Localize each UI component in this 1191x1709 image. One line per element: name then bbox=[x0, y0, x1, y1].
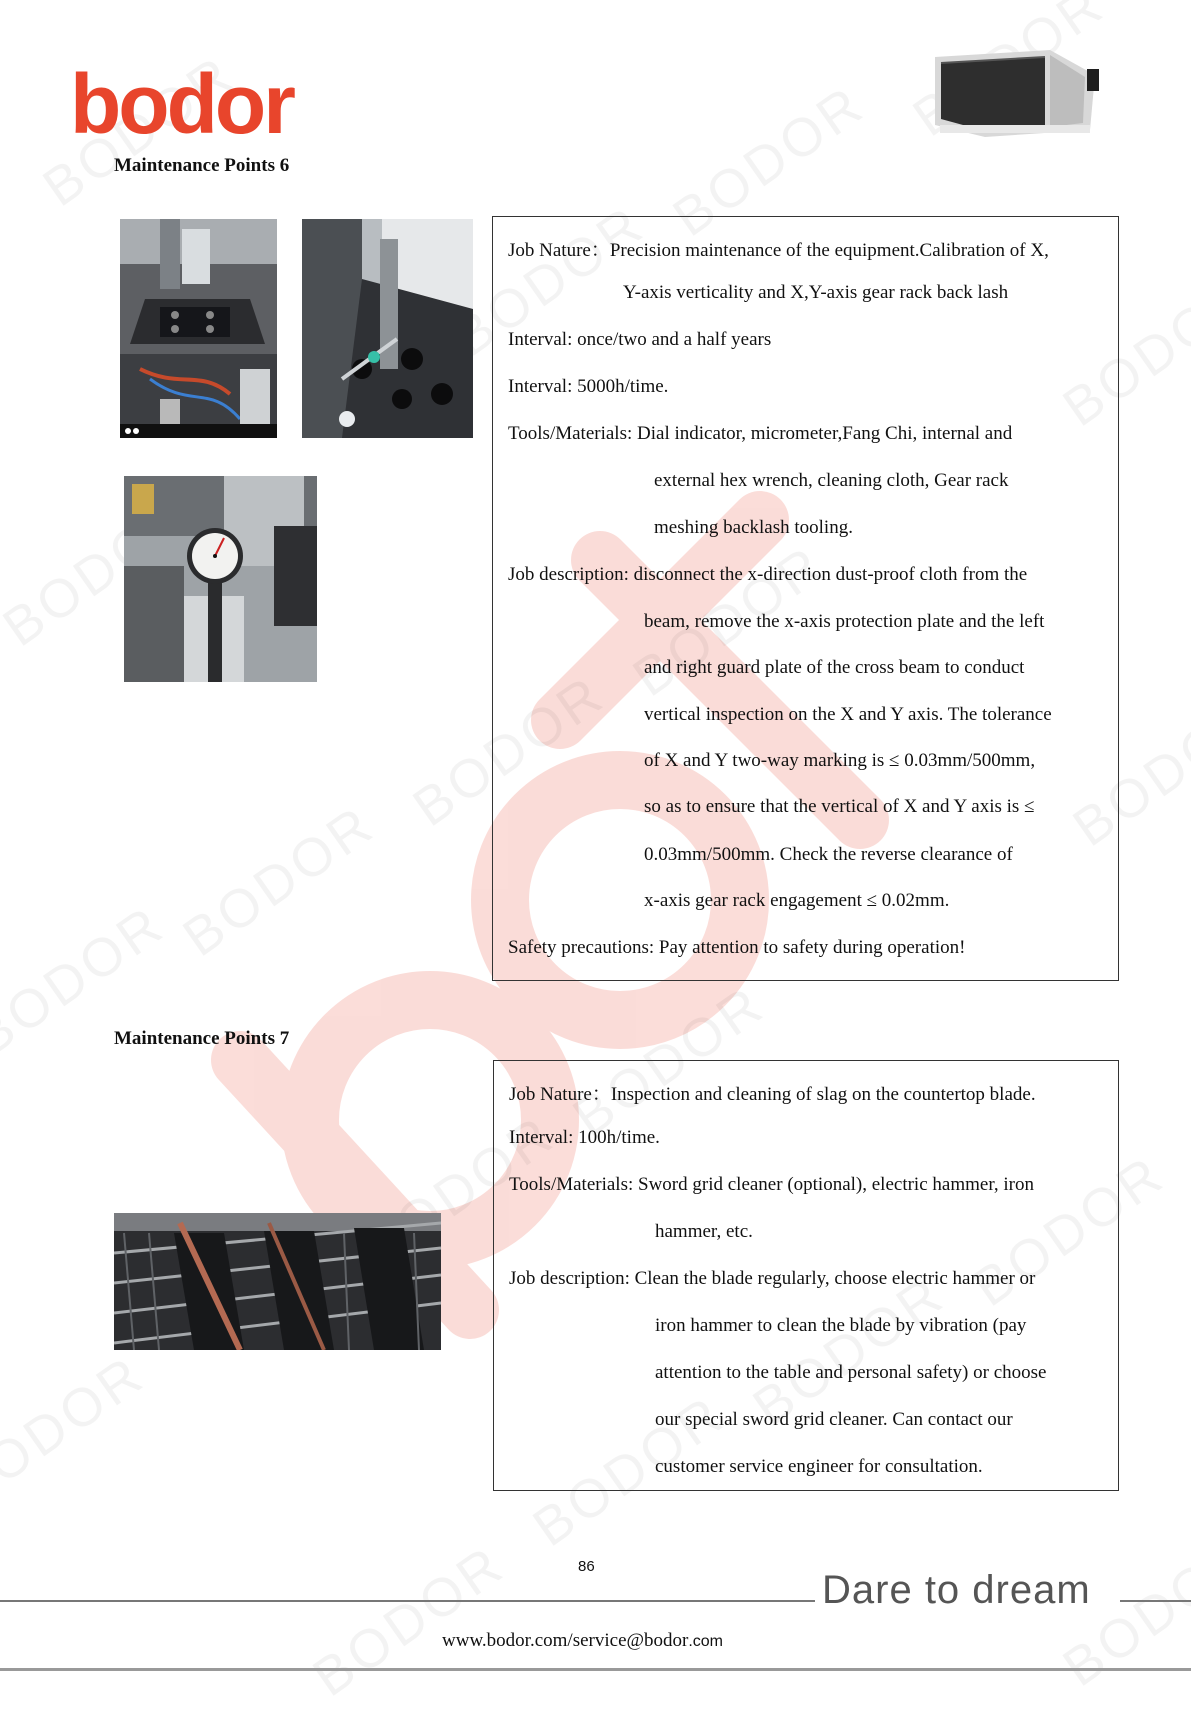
section7-info-box bbox=[493, 1060, 1119, 1491]
tools-materials-text: external hex wrench, cleaning cloth, Gear rack bbox=[654, 470, 1009, 491]
dial-gauge-measurement-photo bbox=[124, 476, 317, 682]
job-description-text: vertical inspection on the X and Y axis. The tolerance bbox=[644, 704, 1052, 725]
tools-materials-text: meshing backlash tooling. bbox=[654, 517, 853, 538]
gantry-workbench-photo bbox=[120, 219, 277, 438]
page-number: 86 bbox=[578, 1558, 595, 1575]
tools-materials-text: Tools/Materials: Sword grid cleaner (optional), electric hammer, iron bbox=[509, 1174, 1034, 1195]
footer-bottom-rule bbox=[0, 1668, 1191, 1671]
watermark-text bbox=[0, 1343, 156, 1519]
footer-url-main: www.bodor.com/service@bodor bbox=[442, 1630, 689, 1651]
section-heading: Maintenance Points 6 bbox=[114, 155, 290, 176]
job-nature-text: Job Nature：Precision maintenance of the equipment.Calibration of X, bbox=[508, 240, 1049, 261]
laser-cutting-machine-image bbox=[925, 45, 1105, 140]
interval-text: Interval: 5000h/time. bbox=[508, 376, 669, 397]
dial-indicator-closeup-photo bbox=[302, 219, 473, 438]
footer-divider bbox=[0, 1600, 815, 1602]
job-description-text: 0.03mm/500mm. Check the reverse clearance of bbox=[644, 844, 1013, 865]
slogan: Dare to dream bbox=[822, 1568, 1091, 1612]
job-description-text: iron hammer to clean the blade by vibration (pay bbox=[655, 1315, 1027, 1336]
footer-url bbox=[442, 1630, 723, 1652]
tools-materials-text: Tools/Materials: Dial indicator, micrometer,Fang Chi, internal and bbox=[508, 423, 1013, 444]
watermark-text bbox=[302, 1533, 516, 1709]
job-description-text: Job description: disconnect the x-direction dust-proof cloth from the bbox=[508, 564, 1028, 585]
bodor-logo: bodor bbox=[70, 57, 293, 151]
job-description-text: attention to the table and personal safety) or choose bbox=[655, 1362, 1047, 1383]
blade-grid-photo bbox=[114, 1213, 441, 1350]
job-description-text: customer service engineer for consultation. bbox=[655, 1456, 983, 1477]
job-nature-text: Job Nature：Inspection and cleaning of slag on the countertop blade. bbox=[509, 1084, 1036, 1105]
interval-text: Interval: once/two and a half years bbox=[508, 329, 772, 350]
section6-info-box bbox=[492, 216, 1119, 981]
job-description-text: so as to ensure that the vertical of X and Y axis is ≤ bbox=[644, 796, 1035, 817]
job-description-text: our special sword grid cleaner. Can contact our bbox=[655, 1409, 1013, 1430]
footer-url-suffix: .com bbox=[688, 1633, 723, 1650]
job-nature-text: Y-axis verticality and X,Y-axis gear rack back lash bbox=[623, 282, 1009, 303]
job-description-text: x-axis gear rack engagement ≤ 0.02mm. bbox=[644, 890, 950, 911]
tools-materials-text: hammer, etc. bbox=[655, 1221, 753, 1242]
watermark-text bbox=[172, 793, 386, 969]
interval-text: Interval: 100h/time. bbox=[509, 1127, 660, 1148]
job-description-text: of X and Y two-way marking is ≤ 0.03mm/500mm, bbox=[644, 750, 1036, 771]
job-description-text: and right guard plate of the cross beam to conduct bbox=[644, 657, 1025, 678]
section-heading: Maintenance Points 7 bbox=[114, 1028, 290, 1049]
safety-precautions-text: Safety precautions: Pay attention to safety during operation! bbox=[508, 937, 966, 958]
job-description-text: beam, remove the x-axis protection plate and the left bbox=[644, 611, 1045, 632]
job-description-text: Job description: Clean the blade regularly, choose electric hammer or bbox=[509, 1268, 1036, 1289]
footer-divider bbox=[1120, 1600, 1191, 1602]
